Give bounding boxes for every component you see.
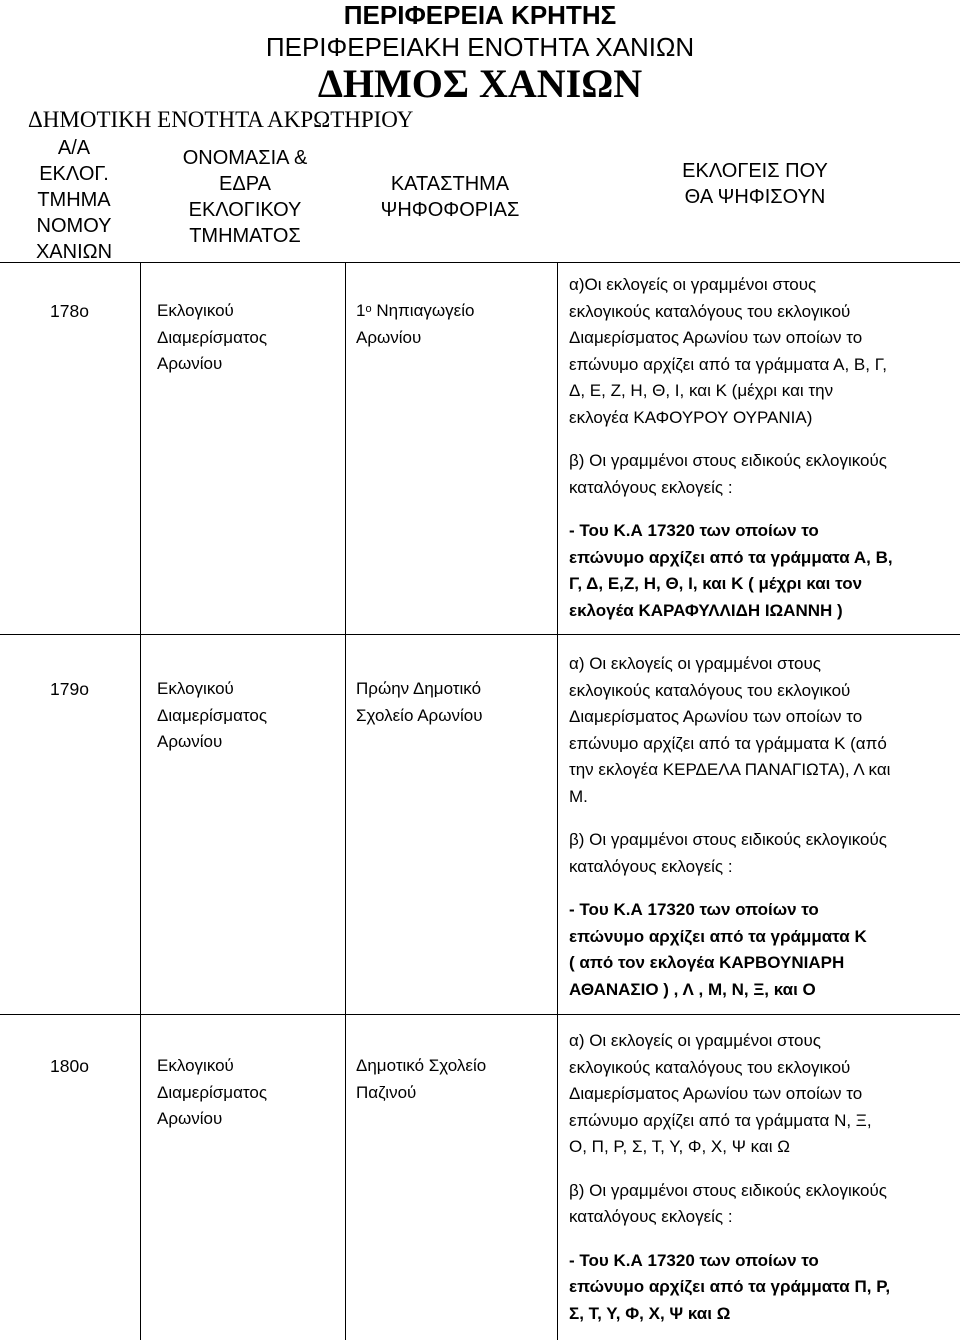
voters-line: εκλογικούς καταλόγους του εκλογικού: [569, 1057, 851, 1077]
special-voters-line: καταλόγους εκλογείς :: [569, 856, 733, 876]
voters-line: α) Οι εκλογείς οι γραμμένοι στους: [569, 654, 821, 673]
section-name-line: Αρωνίου: [157, 1109, 223, 1128]
ka-voters-line: ( από τον εκλογέα ΚΑΡΒΟΥΝΙΑΡΗ: [569, 953, 845, 972]
voters-line: την εκλογέα ΚΕΡΔΕΛΑ ΠΑΝΑΓΙΩΤΑ), Λ και: [569, 760, 891, 779]
column-divider: [557, 262, 558, 1340]
column-header-voters-line: ΘΑ ΨΗΦΙΣΟΥΝ: [684, 186, 826, 208]
column-header-voters-line: ΕΚΛΟΓΕΙΣ ΠΟΥ: [682, 160, 828, 182]
ka-voters-line: - Του Κ.Α 17320 των οποίων το: [569, 900, 819, 919]
voters-line: Διαμερίσματος Αρωνίου των οποίων το: [569, 328, 863, 347]
section-name-line: Διαμερίσματος: [157, 1082, 268, 1102]
spacer: [569, 880, 890, 897]
special-voters-line: καταλόγους εκλογείς :: [569, 1207, 733, 1226]
column-header-aa-line: ΧΑΝΙΩΝ: [35, 241, 113, 263]
section-name: [157, 298, 267, 378]
voters-description: [569, 272, 893, 624]
table-rule: [0, 634, 960, 635]
column-header-name-line: ΤΜΗΜΑΤΟΣ: [189, 225, 301, 247]
column-header-name-line: ΕΚΛΟΓΙΚΟΥ: [188, 199, 302, 221]
ordinal-number: 1: [356, 301, 366, 320]
voters-line: Διαμερίσματος Αρωνίου των οποίων το: [569, 707, 863, 726]
ka-voters-line: επώνυμο αρχίζει από τα γράμματα Π, Ρ,: [569, 1277, 891, 1296]
section-name-line: Αρωνίου: [157, 354, 223, 373]
polling-station: [356, 676, 483, 729]
spacer: [569, 431, 893, 448]
column-header-store: [345, 171, 555, 223]
section-name-line: Αρωνίου: [157, 732, 223, 751]
voters-line: Ο, Π, Ρ, Σ, Τ, Υ, Φ, Χ, Ψ και Ω: [569, 1137, 790, 1156]
column-header-store-line: ΨΗΦΟΦΟΡΙΑΣ: [380, 199, 520, 221]
section-name: [157, 1053, 267, 1133]
voters-line: Μ.: [569, 786, 588, 806]
polling-station-line: Δημοτικό Σχολείο: [356, 1056, 487, 1075]
voters-description: [569, 1028, 890, 1327]
column-header-name: [150, 145, 340, 249]
column-header-aa: [22, 135, 126, 265]
regional-unit-title: ΠΕΡΙΦΕΡΕΙΑΚΗ ΕΝΟΤΗΤΑ ΧΑΝΙΩΝ: [265, 32, 695, 62]
special-voters-line: β) Οι γραμμένοι στους ειδικούς εκλογικούς: [569, 830, 887, 849]
section-name-line: Εκλογικού: [157, 301, 234, 320]
column-header-aa-line: Α/Α: [57, 137, 91, 159]
voters-line: εκλογικούς καταλόγους του εκλογικού: [569, 301, 851, 321]
ka-voters-line: ΑΘΑΝΑΣΙΟ ) , Λ , Μ, Ν, Ξ, και Ο: [569, 979, 816, 999]
section-name-line: Διαμερίσματος: [157, 705, 268, 725]
municipality-title: ΔΗΜΟΣ ΧΑΝΙΩΝ: [317, 61, 643, 106]
polling-station-line: Αρωνίου: [356, 327, 422, 347]
special-voters-line: καταλόγους εκλογείς :: [569, 477, 733, 497]
voters-line: εκλογικούς καταλόγους του εκλογικού: [569, 680, 851, 700]
voters-line: Διαμερίσματος Αρωνίου των οποίων το: [569, 1084, 863, 1103]
polling-station-line: Παζινού: [356, 1082, 417, 1102]
ka-voters-line: επώνυμο αρχίζει από τα γράμματα Α, Β,: [569, 547, 893, 567]
polling-station-line: Πρώην Δημοτικό: [356, 679, 482, 698]
section-name: [157, 676, 267, 756]
column-header-aa-line: ΤΜΗΜΑ: [37, 189, 111, 211]
table-rule: [0, 1014, 960, 1015]
ka-voters-line: - Του Κ.Α 17320 των οποίων το: [569, 521, 819, 540]
column-header-name-line: ΟΝΟΜΑΣΙΑ &: [182, 147, 308, 169]
polling-station-name: Νηπιαγωγείο: [376, 301, 475, 320]
voters-line: επώνυμο αρχίζει από τα γράμματα Α, Β, Γ,: [569, 354, 887, 374]
row-number: 180ο: [50, 1056, 89, 1076]
column-divider: [140, 262, 141, 1340]
polling-station: [356, 1053, 486, 1106]
voters-line: εκλογέα ΚΑΦΟΥΡΟΥ ΟΥΡΑΝΙΑ): [569, 407, 813, 427]
voters-line: επώνυμο αρχίζει από τα γράμματα Κ (από: [569, 733, 887, 753]
voters-description: [569, 651, 890, 1003]
voters-line: α) Οι εκλογείς οι γραμμένοι στους: [569, 1031, 821, 1050]
ka-voters-line: Γ, Δ, Ε,Ζ, Η, Θ, Ι, και Κ ( μέχρι και τον: [569, 574, 863, 593]
voters-line: επώνυμο αρχίζει από τα γράμματα Ν, Ξ,: [569, 1110, 872, 1130]
polling-station-line: [356, 298, 474, 325]
column-header-name-line: ΕΔΡΑ: [219, 173, 271, 195]
row-number: 178ο: [50, 301, 89, 321]
section-name-line: Εκλογικού: [157, 1056, 234, 1075]
polling-station-line: Σχολείο Αρωνίου: [356, 705, 483, 725]
column-divider: [345, 262, 346, 1340]
special-voters-line: β) Οι γραμμένοι στους ειδικούς εκλογικούς: [569, 1180, 887, 1200]
row-number: 179ο: [50, 679, 89, 699]
ka-voters-line: επώνυμο αρχίζει από τα γράμματα Κ: [569, 926, 867, 946]
voters-line: α)Οι εκλογείς οι γραμμένοι στους: [569, 275, 817, 294]
spacer: [569, 1231, 890, 1248]
region-title: ΠΕΡΙΦΕΡΕΙΑ ΚΡΗΤΗΣ: [343, 0, 617, 30]
ka-voters-line: - Του Κ.Α 17320 των οποίων το: [569, 1250, 819, 1270]
spacer: [569, 501, 893, 518]
spacer: [569, 1161, 890, 1178]
ka-voters-line: εκλογέα ΚΑΡΑΦΥΛΛΙΔΗ ΙΩΑΝΝΗ ): [569, 600, 843, 620]
voters-line: Δ, Ε, Ζ, Η, Θ, Ι, και Κ (μέχρι και την: [569, 381, 834, 400]
column-header-store-line: ΚΑΤΑΣΤΗΜΑ: [390, 173, 510, 195]
table-rule: [0, 262, 960, 263]
special-voters-line: β) Οι γραμμένοι στους ειδικούς εκλογικούς: [569, 451, 887, 470]
column-header-aa-line: ΕΚΛΟΓ.: [39, 163, 109, 185]
column-header-voters: [560, 158, 950, 210]
column-header-aa-line: ΝΟΜΟΥ: [36, 215, 112, 237]
polling-station: [356, 298, 474, 351]
ka-voters-line: Σ, Τ, Υ, Φ, Χ, Ψ και Ω: [569, 1303, 731, 1323]
spacer: [569, 810, 890, 827]
section-name-line: Εκλογικού: [157, 679, 234, 698]
section-name-line: Διαμερίσματος: [157, 327, 268, 347]
municipal-unit-title: ΔΗΜΟΤΙΚΗ ΕΝΟΤΗΤΑ ΑΚΡΩΤΗΡΙΟΥ: [28, 107, 414, 132]
ordinal-suffix: ο: [365, 303, 372, 315]
